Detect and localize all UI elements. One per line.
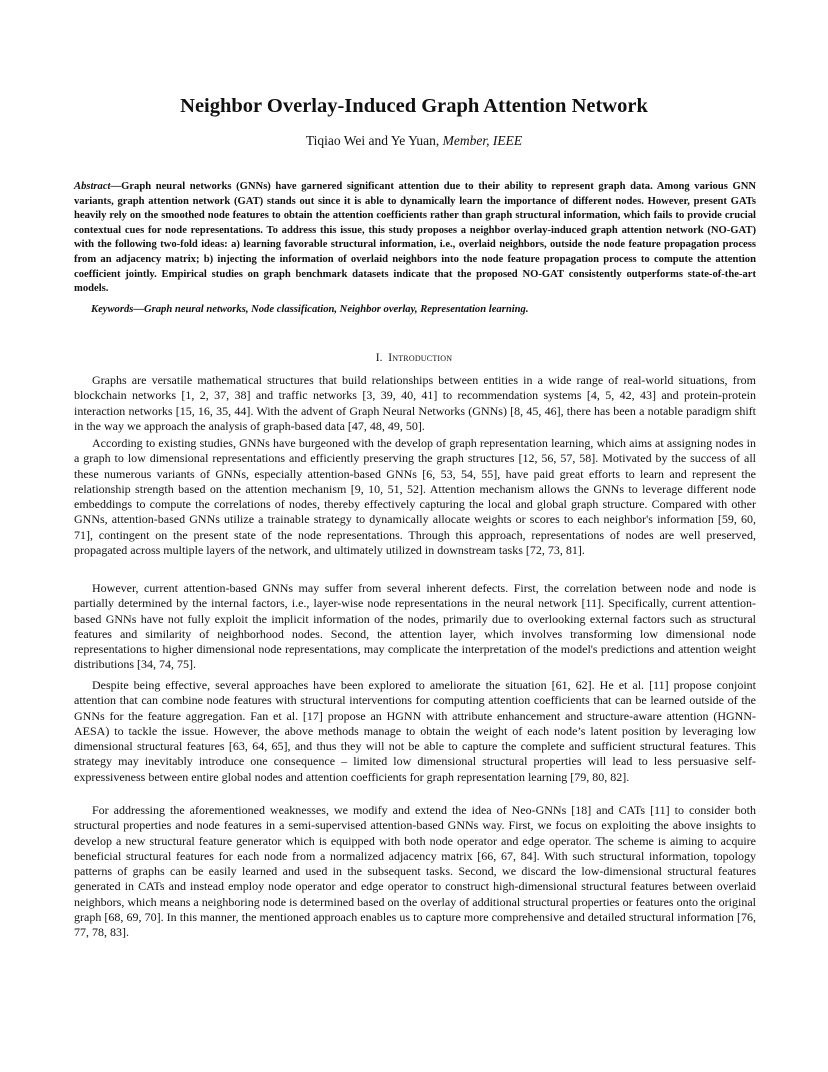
intro-paragraph-2: According to existing studies, GNNs have burgeoned with the develop of graph representation learning, which aims at assigning nodes in a graph to low dimensional representations and efficiently preserving the graph structures [12, 56, 57, 58]. Motivated by the success of all these numerous variants of GNNs, especially attention-based GNNs [6, 53, 54, 55], have paid great efforts to learn and represent the relationship strength based on the attention mechanism [9, 10, 51, 52]. Attention mechanism allows the GNNs to leverage different node embeddings to compute the correlations of nodes, thereby effectively capturing the local and global graph structure. Compared with other GNNs, attention-based GNNs utilize a trainable strategy to dynamically allocate weights or scores to each neighbor's information [59, 60, 71], contingent on the present state of the node representations. Through this approach, representations of nodes are well preserved, propagated across multiple layers of the network, and ultimately utilized in downstream tasks [72, 73, 81].: [74, 436, 756, 558]
paper-title: Neighbor Overlay-Induced Graph Attention Network: [180, 95, 648, 117]
section-number: I.: [375, 352, 383, 364]
intro-paragraph-4: Despite being effective, several approaches have been explored to ameliorate the situation [61, 62]. He et al. [11] propose conjoint attention that can combine node features with structural interventions for computing attention coefficients that can be learned outside of the GNNs for the feature aggregation. Fan et al. [17] propose an HGNN with attribute enhancement and structure-aware attention (HGNN-AESA) to tackle the issue. However, the above methods manage to obtain the weight of each node’s latent position by leveraging low dimensional structural features [63, 64, 65], and thus they will not be able to capture the complete and sufficient structural features. This strategy may inevitably introduce one consequence – limited low dimensional structural properties will lead to less persuasive self-expressiveness between entire global nodes and attention coefficients for graph representation learning [79, 80, 82].: [74, 678, 756, 784]
abstract: [74, 180, 756, 297]
section-heading: [0, 351, 828, 365]
intro-paragraph-5: For addressing the aforementioned weaknesses, we modify and extend the idea of Neo-GNNs [18] and CATs [11] to consider both structural properties and node features in a semi-supervised attention-based GNNs way. First, we focus on exploiting the above insights to develop a new structural feature generator which is equipped with both node operator and edge operator. The scheme is aiming to acquire beneficial structural features for each node from a normalized adjacency matrix [66, 67, 84]. With such structural information, topology patterns of graphs can be easily learned and used in the subsequent tasks. Second, we discard the low-dimensional structural features generated in CATs and instead employ node operator and edge operator to construct high-dimensional structural features between overlaid neighbors, which means a neighboring node is determined based on the overlay of additional structural properties or features onto the original graph [68, 69, 70]. In this manner, the mentioned approach enables us to capture more comprehensive and detailed structural information [76, 77, 78, 83].: [74, 803, 756, 940]
intro-paragraph-1: Graphs are versatile mathematical structures that build relationships between entities in a wide range of real-world situations, from blockchain networks [1, 2, 37, 38] and traffic networks [3, 39, 40, 41] to recommendation systems [4, 5, 42, 43] and protein-protein interaction networks [15, 16, 35, 44]. With the advent of Graph Neural Networks (GNNs) [8, 45, 46], there has been a notable paradigm shift in the way we approach the analysis of graph-based data [47, 48, 49, 50].: [74, 373, 756, 433]
abstract-text: —Graph neural networks (GNNs) have garnered significant attention due to their ability to represent graph data. Among various GNN variants, graph attention network (GAT) stands out since it is able to dynamically learn the importance of different nodes. However, present GATs heavily rely on the smoothed node features to obtain the attention coefficients rather than graph structural information, which fails to provide crucial contextual cues for node representations. To address this issue, this study proposes a neighbor overlay-induced graph attention network (NO-GAT) with the following two-fold ideas: a) learning favorable structural information, i.e., overlaid neighbors, outside the node feature propagation process from an adjacency matrix; b) injecting the information of overlaid neighbors into the node feature propagation process to compute the attention coefficient jointly. Empirical studies on graph benchmark datasets indicate that the proposed NO-GAT consistently outperforms state-of-the-art models.: [74, 181, 756, 295]
author-line: [0, 132, 828, 150]
section-title: Introduction: [388, 352, 453, 364]
author-affiliation: Member, IEEE: [442, 133, 523, 148]
keywords: Keywords—Graph neural networks, Node classification, Neighbor overlay, Representation learning.: [91, 304, 529, 315]
abstract-label: Abstract: [74, 181, 111, 192]
intro-paragraph-3: However, current attention-based GNNs may suffer from several inherent defects. First, the correlation between node and node is partially determined by the internal factors, i.e., layer-wise node representations in the neural network [11]. Specifically, current attention-based GNNs have not fully exploit the implicit information of the nodes, primarily due to overlooking external factors such as structural features and similarity of neighborhood nodes. Second, the attention layer, which involves transforming low dimensional node representations to higher dimensional node representations, may complicate the interpretation of the model's predictions and attention weight distributions [34, 74, 75].: [74, 581, 756, 672]
author-names: Tiqiao Wei and Ye Yuan,: [305, 133, 443, 148]
